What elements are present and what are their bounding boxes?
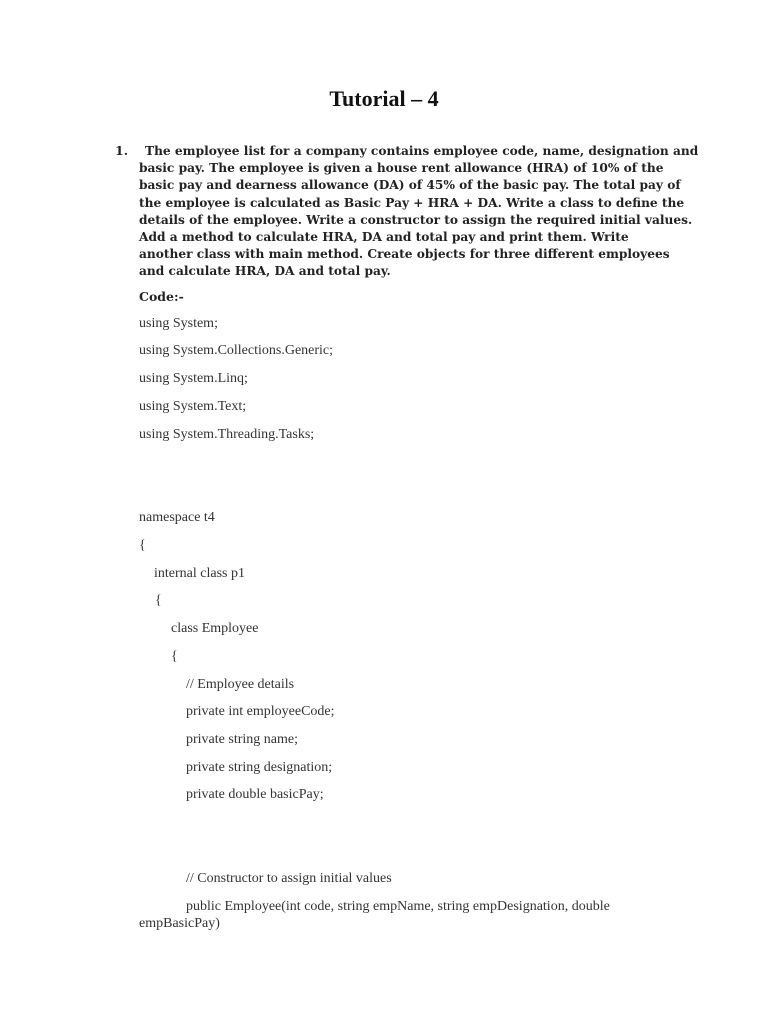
code-line: using System.Linq; (139, 371, 248, 386)
question-line: The employee list for a company contains employee code, name, designation and (145, 144, 699, 158)
code-line: // Employee details (186, 677, 295, 692)
code-line: private int employeeCode; (186, 704, 335, 719)
code-line: private string designation; (186, 760, 333, 775)
code-line: using System.Threading.Tasks; (139, 427, 315, 442)
code-line: { (171, 649, 178, 664)
code-line: private string name; (186, 732, 298, 747)
code-line: internal class p1 (154, 566, 245, 581)
question-line: another class with main method. Create objects for three different employees (139, 247, 670, 262)
question-number: 1. (115, 143, 129, 158)
question-line: details of the employee. Write a constructor to assign the required initial values. (139, 212, 693, 227)
code-line: class Employee (171, 621, 259, 636)
code-line: // Constructor to assign initial values (186, 871, 392, 886)
question-line: and calculate HRA, DA and total pay. (139, 264, 391, 279)
question-line: the employee is calculated as Basic Pay + HRA + DA. Write a class to define the (139, 195, 685, 210)
question-line: Add a method to calculate HRA, DA and total pay and print them. Write (139, 230, 629, 245)
code-line: public Employee(int code, string empName, string empDesignation, double (186, 899, 610, 914)
document-title: Tutorial – 4 (329, 86, 439, 111)
code-line: { (139, 538, 146, 553)
question-line: basic pay. The employee is given a house rent allowance (HRA) of 10% of the (139, 161, 664, 176)
code-label: Code:- (139, 289, 184, 304)
code-line: using System; (139, 316, 218, 331)
question-line: basic pay and dearness allowance (DA) of 45% of the basic pay. The total pay of (139, 178, 681, 193)
code-line: empBasicPay) (139, 916, 220, 931)
code-line: namespace t4 (139, 510, 215, 525)
code-line: private double basicPay; (186, 787, 324, 802)
code-line: using System.Text; (139, 399, 247, 414)
code-line: { (155, 593, 162, 608)
question-text (139, 143, 699, 281)
code-line: using System.Collections.Generic; (139, 343, 334, 358)
